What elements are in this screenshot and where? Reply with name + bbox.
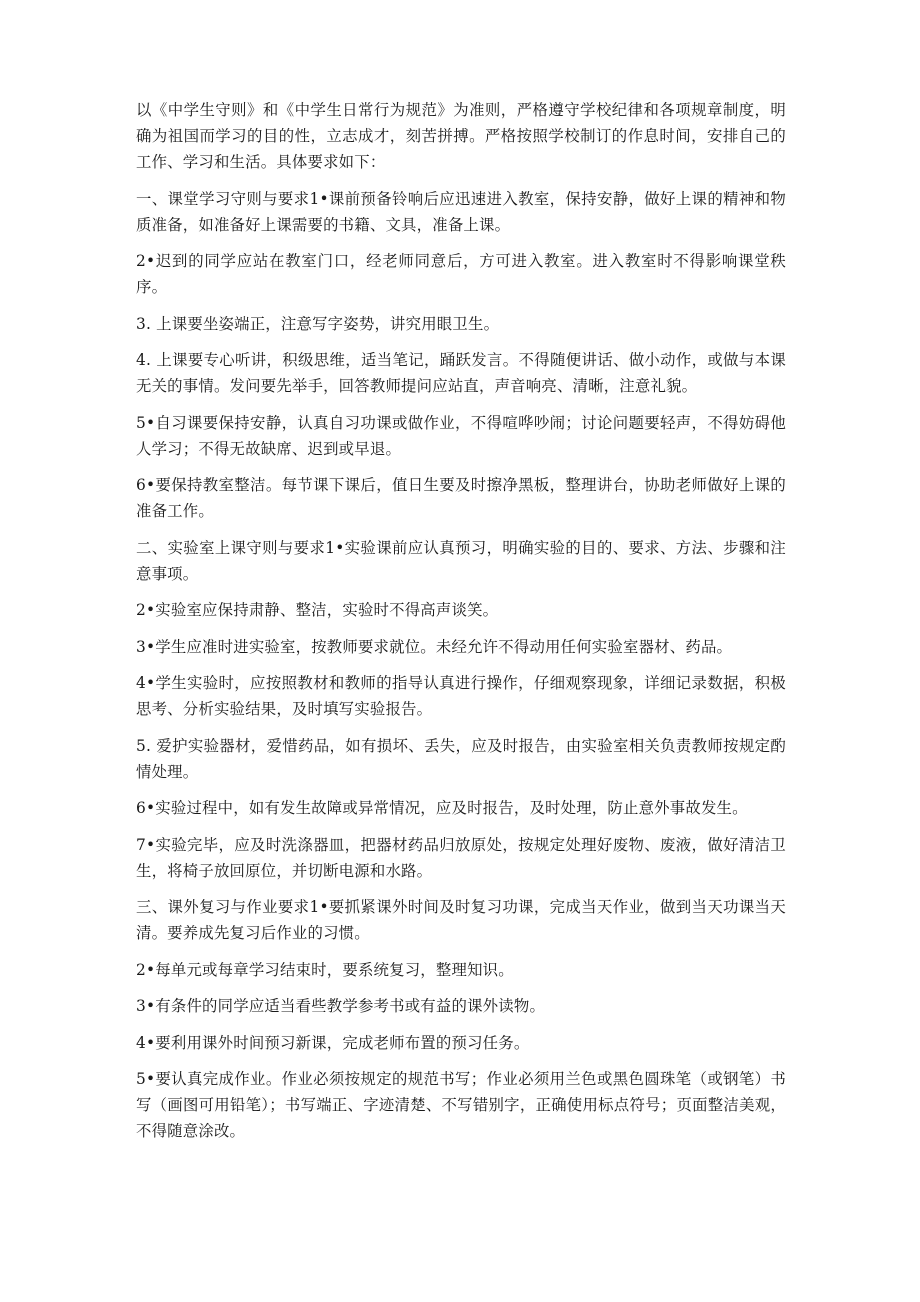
classroom-rule-6: 6•要保持教室整洁。每节课下课后，值日生要及时擦净黑板，整理讲台，协助老师做好上课的准备工作。 <box>136 476 786 520</box>
classroom-rule-3: 3. 上课要坐姿端正，注意写字姿势，讲究用眼卫生。 <box>136 314 500 333</box>
homework-rule-3: 3•有条件的同学应适当看些教学参考书或有益的课外读物。 <box>136 997 546 1015</box>
lab-rule-4: 4•学生实验时，应按照教材和教师的指导认真进行操作，仔细观察现象，详细记录数据，积极思考、分析实验结果，及时填写实验报告。 <box>136 674 786 718</box>
homework-rule-5: 5•要认真完成作业。作业必须按规定的规范书写；作业必须用兰色或黑色圆珠笔（或钢笔）书写（画图可用铅笔）；书写端正、字迹清楚、不写错别字，正确使用标点符号；页面整洁美观，不得随意涂改。 <box>136 1070 786 1140</box>
classroom-rule-5: 5•自习课要保持安静，认真自习功课或做作业，不得喧哗吵闹；讨论问题要轻声，不得妨碍他人学习；不得无故缺席、迟到或早退。 <box>136 413 786 458</box>
homework-rule-2: 2•每单元或每章学习结束时，要系统复习，整理知识。 <box>136 960 514 979</box>
homework-rule-1: 三、课外复习与作业要求1•要抓紧课外时间及时复习功课，完成当天作业，做到当天功课当天清。要养成先复习后作业的习惯。 <box>136 898 786 942</box>
classroom-rule-4: 4. 上课要专心听讲，积级思维，适当笔记，踊跃发言。不得随便讲话、做小动作，或做与本课无关的事情。发问要先举手，回答教师提问应站直，声音响亮、清晰，注意礼貌。 <box>136 351 786 395</box>
lab-rule-3: 3•学生应准时进实验室，按教师要求就位。未经允许不得动用任何实验室器材、药品。 <box>136 637 733 656</box>
homework-rule-4: 4•要利用课外时间预习新课，完成老师布置的预习任务。 <box>136 1033 530 1052</box>
classroom-rule-2: 2•迟到的同学应站在教室门口，经老师同意后，方可进入教室。进入教室时不得影响课堂秩序。 <box>136 252 786 296</box>
document-page <box>136 97 786 1155</box>
classroom-rule-1: 一、课堂学习守则与要求1•课前预备铃响后应迅速进入教室，保持安静，做好上课的精神和物质准备，如准备好上课需要的书籍、文具，准备上课。 <box>136 189 786 234</box>
intro-paragraph: 以《中学生守则》和《中学生日常行为规范》为准则，严格遵守学校纪律和各项规章制度，明确为祖国而学习的目的性，立志成才，刻苦拼搏。严格按照学校制订的作息时间，安排自己的工作、学习和生活。具体要求如下： <box>136 101 786 171</box>
lab-rule-6: 6•实验过程中，如有发生故障或异常情况，应及时报告，及时处理，防止意外事故发生。 <box>136 799 748 817</box>
lab-rule-2: 2•实验室应保持肃静、整洁，实验时不得高声谈笑。 <box>136 601 499 619</box>
lab-rule-1: 二、实验室上课守则与要求1•实验课前应认真预习，明确实验的目的、要求、方法、步骤和注意事项。 <box>136 538 786 583</box>
lab-rule-5: 5. 爱护实验器材，爱惜药品，如有损坏、丢失，应及时报告，由实验室相关负责教师按规定酌情处理。 <box>136 736 786 781</box>
lab-rule-7: 7•实验完毕，应及时洗涤器皿，把器材药品归放原处，按规定处理好废物、废液，做好清洁卫生，将椅子放回原位，并切断电源和水路。 <box>136 835 786 880</box>
